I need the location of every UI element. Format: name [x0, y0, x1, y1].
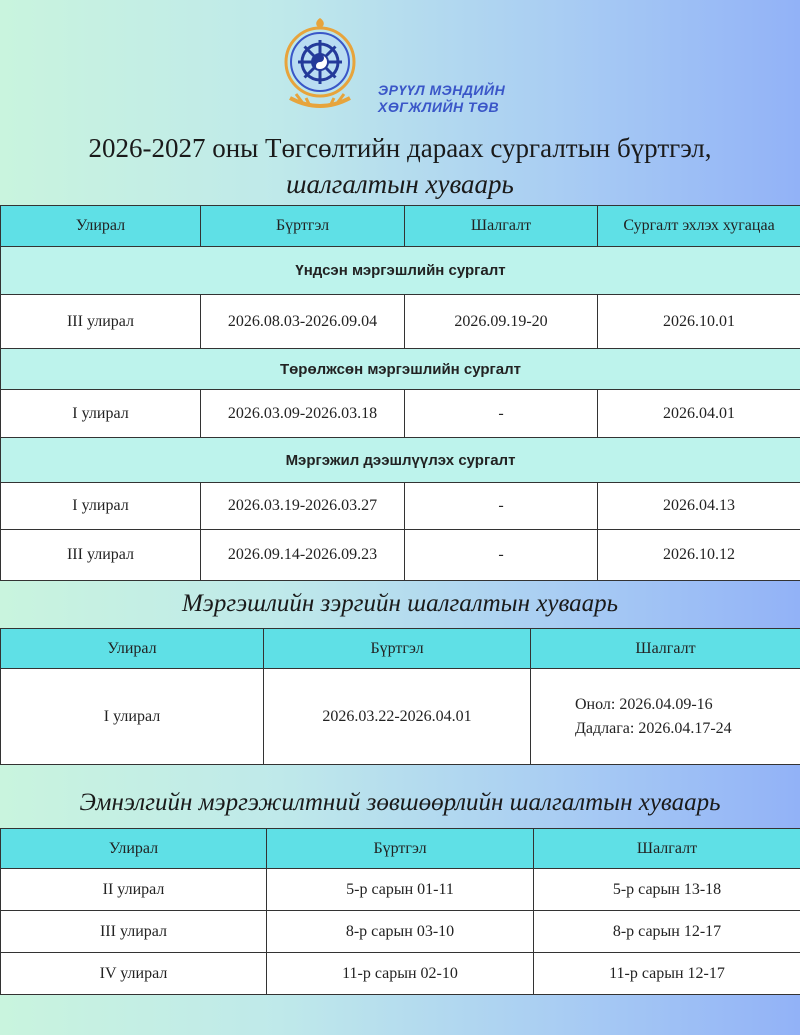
term-cell: I улирал — [1, 669, 264, 765]
org-name — [378, 82, 505, 116]
page-title-line2: шалгалтын хуваарь — [286, 169, 514, 199]
term-cell: III улирал — [1, 911, 267, 953]
exam-cell: - — [405, 530, 598, 581]
registration-cell: 11-р сарын 02-10 — [267, 953, 534, 995]
table-row — [1, 483, 800, 530]
registration-cell: 8-р сарын 03-10 — [267, 911, 534, 953]
table-header-row — [1, 206, 800, 247]
qualification-exam-table — [0, 628, 800, 765]
org-name-line1: ЭРҮҮЛ МЭНДИЙН — [378, 82, 506, 98]
term-cell: III улирал — [1, 295, 201, 349]
group-row — [1, 438, 800, 483]
column-header: Бүртгэл — [264, 629, 531, 669]
group-title: Мэргэжил дээшлүүлэх сургалт — [1, 438, 800, 483]
exam-cell: 5-р сарын 13-18 — [534, 869, 800, 911]
column-header: Улирал — [1, 829, 267, 869]
training-schedule-table — [0, 205, 800, 581]
exam-cell: - — [405, 390, 598, 438]
column-header: Сургалт эхлэх хугацаа — [598, 206, 800, 247]
registration-cell: 2026.03.09-2026.03.18 — [201, 390, 405, 438]
table-row — [1, 911, 800, 953]
registration-cell: 2026.03.19-2026.03.27 — [201, 483, 405, 530]
exam-cell: 11-р сарын 12-17 — [534, 953, 800, 995]
section-title-qualification: Мэргэшлийн зэргийн шалгалтын хуваарь — [181, 590, 619, 617]
page-title-line1: 2026-2027 оны Төгсөлтийн дараах сургалтын бүртгэл, — [88, 133, 712, 163]
term-cell: II улирал — [1, 869, 267, 911]
registration-cell: 2026.09.14-2026.09.23 — [201, 530, 405, 581]
exam-cell: 2026.09.19-20 — [405, 295, 598, 349]
term-cell: IV улирал — [1, 953, 267, 995]
start-date-cell: 2026.10.01 — [598, 295, 800, 349]
start-date-cell: 2026.04.13 — [598, 483, 800, 530]
column-header: Бүртгэл — [201, 206, 405, 247]
table-row — [1, 669, 800, 765]
exam-cell: - — [405, 483, 598, 530]
table-header-row — [1, 629, 800, 669]
table-row — [1, 953, 800, 995]
term-cell: I улирал — [1, 483, 201, 530]
group-row — [1, 349, 800, 390]
table-row — [1, 390, 800, 438]
registration-cell: 2026.08.03-2026.09.04 — [201, 295, 405, 349]
group-title: Үндсэн мэргэшлийн сургалт — [1, 247, 800, 295]
group-row — [1, 247, 800, 295]
page-title — [0, 130, 800, 202]
exam-cell: 8-р сарын 12-17 — [534, 911, 800, 953]
exam-practice: Дадлага: 2026.04.17-24 — [575, 719, 732, 737]
org-name-line2: ХӨГЖЛИЙН ТӨВ — [378, 99, 500, 115]
group-title: Төрөлжсөн мэргэшлийн сургалт — [1, 349, 800, 390]
term-cell: I улирал — [1, 390, 201, 438]
table-header-row — [1, 829, 800, 869]
start-date-cell: 2026.04.01 — [598, 390, 800, 438]
term-cell: III улирал — [1, 530, 201, 581]
column-header: Бүртгэл — [267, 829, 534, 869]
registration-cell: 2026.03.22-2026.04.01 — [264, 669, 531, 765]
license-exam-table — [0, 828, 800, 995]
column-header: Улирал — [1, 206, 201, 247]
exam-theory: Онол: 2026.04.09-16 — [575, 695, 713, 713]
column-header: Шалгалт — [531, 629, 800, 669]
column-header: Шалгалт — [534, 829, 800, 869]
column-header: Шалгалт — [405, 206, 598, 247]
start-date-cell: 2026.10.12 — [598, 530, 800, 581]
dharma-wheel-logo-icon — [280, 10, 360, 110]
registration-cell: 5-р сарын 01-11 — [267, 869, 534, 911]
table-row — [1, 530, 800, 581]
column-header: Улирал — [1, 629, 264, 669]
exam-cell — [531, 669, 800, 765]
table-row — [1, 869, 800, 911]
table-row — [1, 295, 800, 349]
section-title-license: Эмнэлгийн мэргэжилтний зөвшөөрлийн шалгалтын хуваарь — [79, 789, 721, 816]
